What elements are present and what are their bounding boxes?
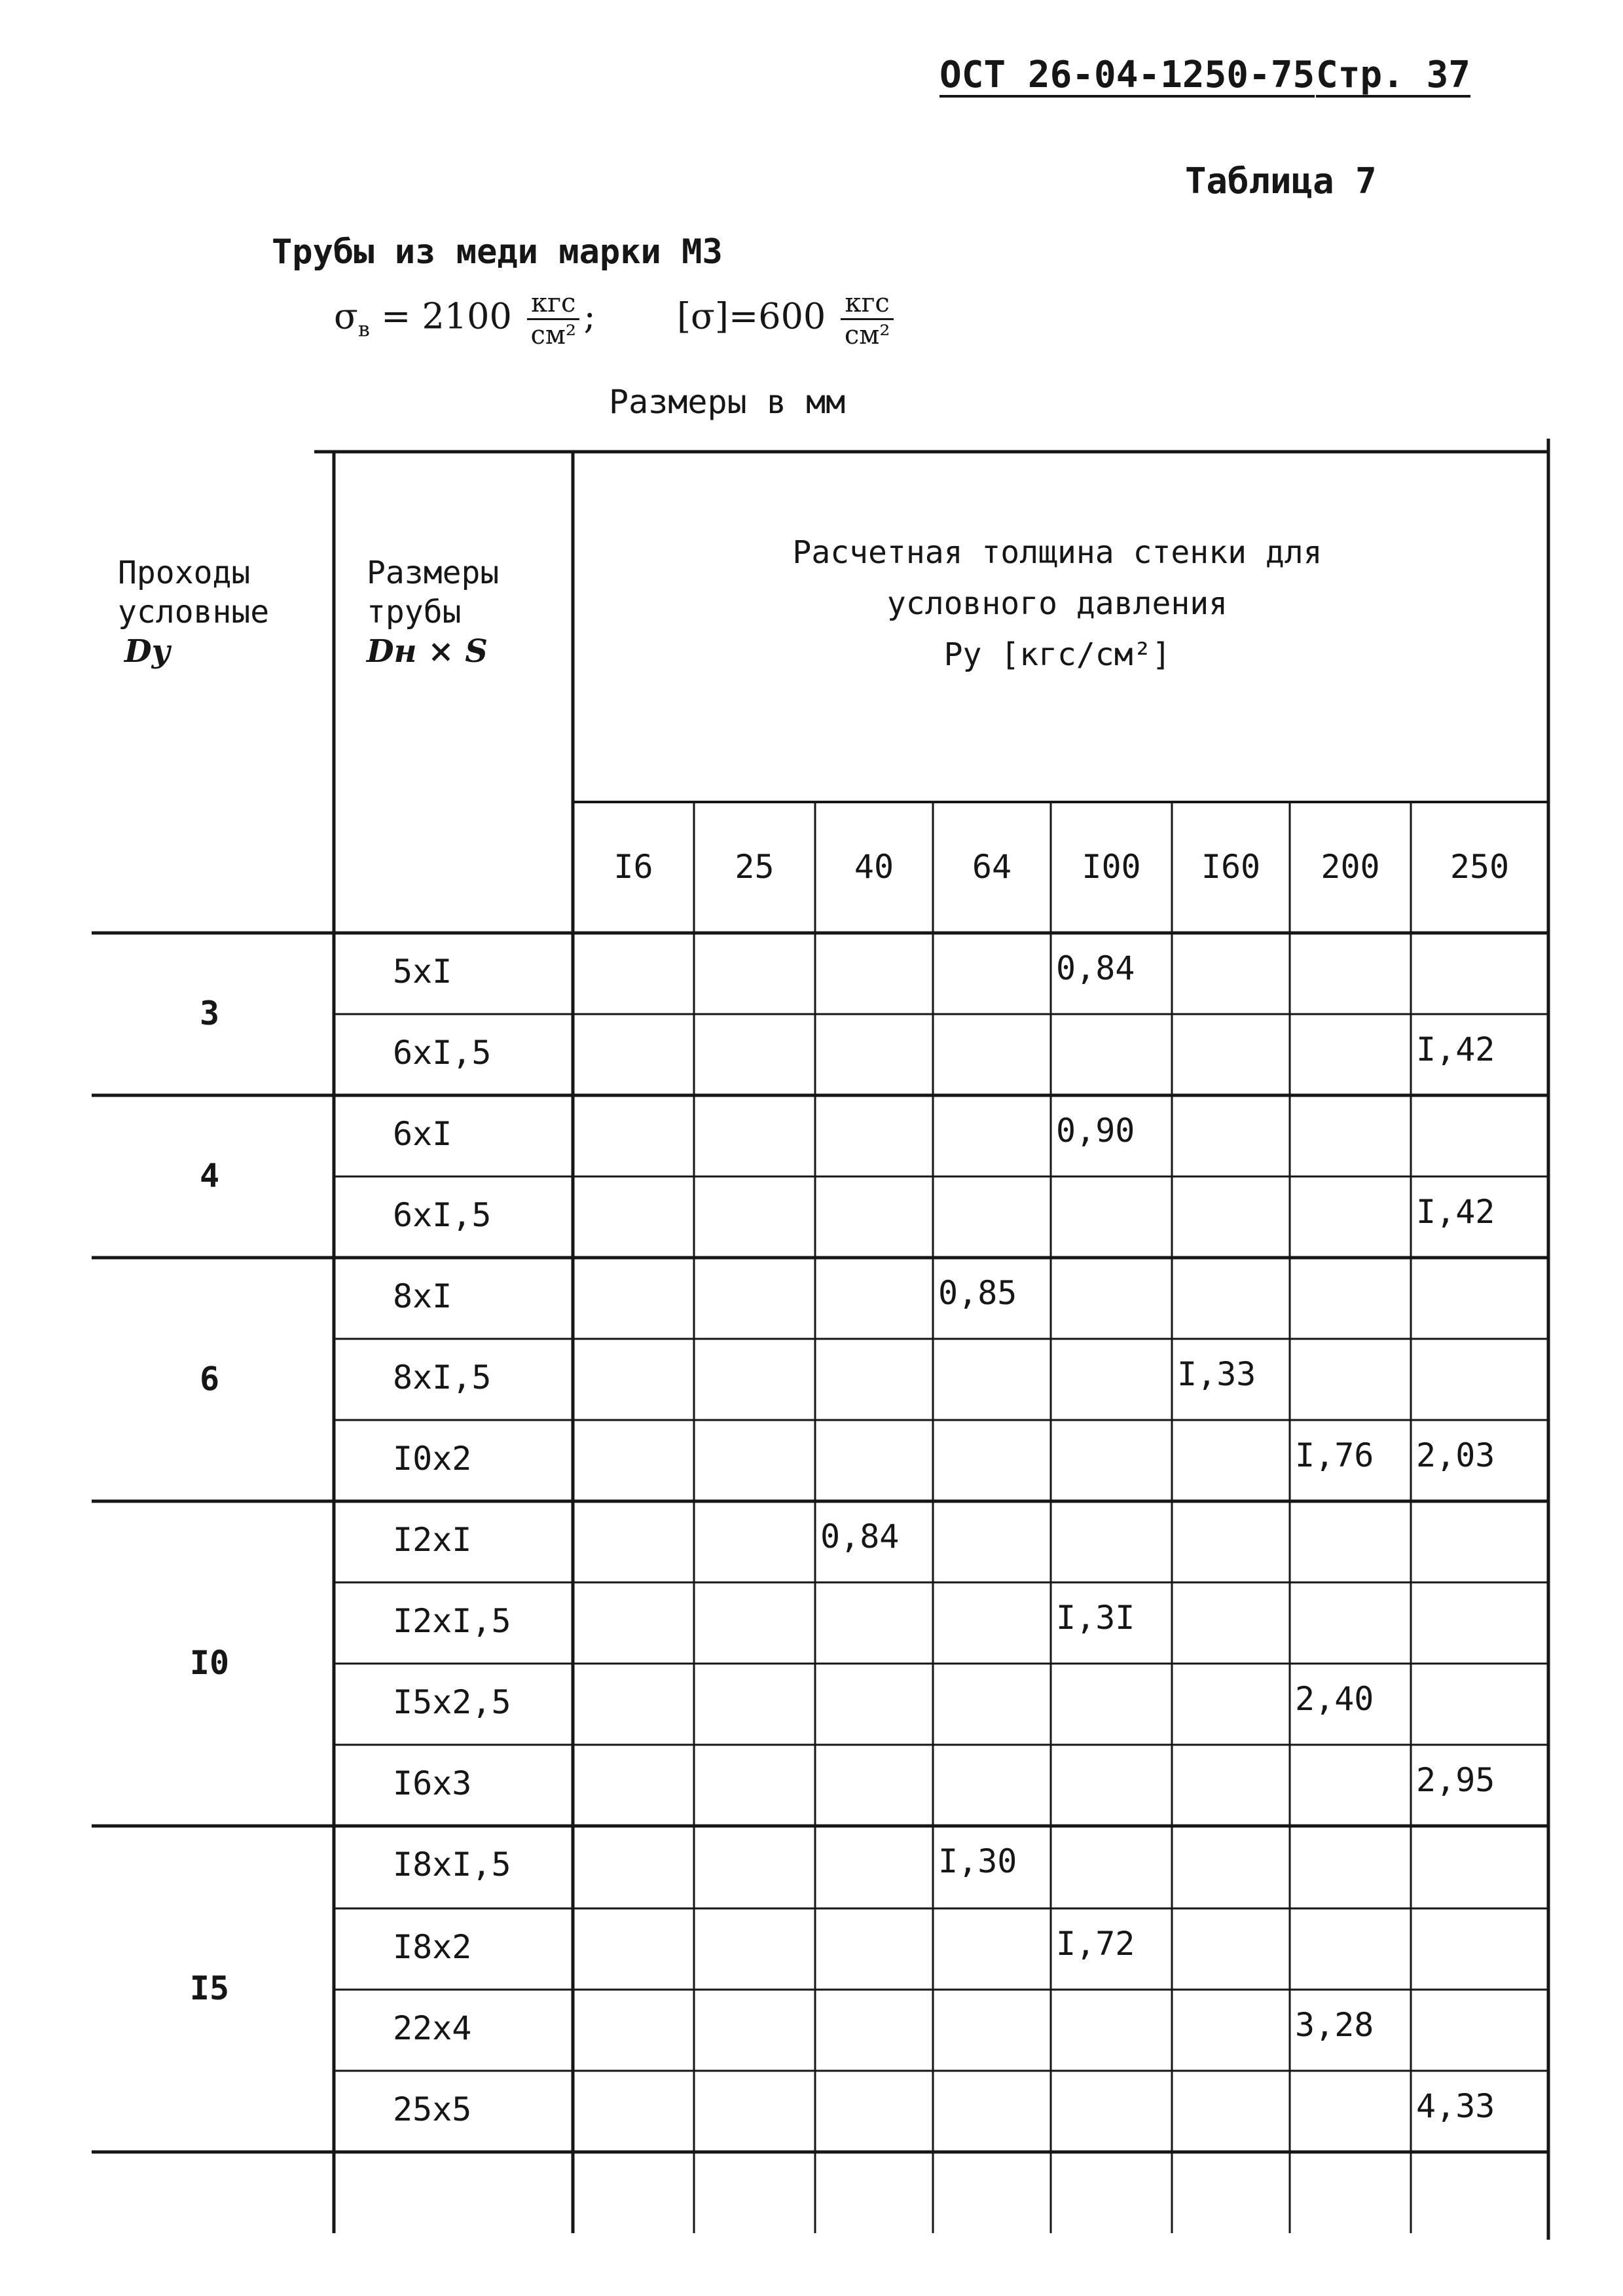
header-dy: [118, 553, 269, 671]
pressure-label: 64: [972, 848, 1012, 886]
unit-numerator: кгс: [527, 288, 579, 320]
wall-thickness-cell: I,42: [1416, 1193, 1495, 1231]
header-size-line2: трубы: [367, 594, 462, 630]
tube-size-cell: I8xI,5: [393, 1846, 511, 1884]
wall-thickness-cell: I,76: [1295, 1436, 1374, 1474]
tube-size-cell: 6xI: [393, 1115, 452, 1153]
tube-size-cell: I0x2: [393, 1440, 472, 1478]
wall-thickness-cell: I,30: [938, 1842, 1017, 1880]
pressure-label: I00: [1082, 848, 1141, 886]
wall-thickness-cell: 2,95: [1416, 1761, 1495, 1799]
nominal-diameter-cell: I0: [189, 1644, 230, 1682]
pressure-label: I6: [613, 848, 653, 886]
header-size-line1: Размеры: [367, 555, 500, 591]
header-group-line1: Расчетная толщина стенки для: [792, 534, 1322, 571]
tube-size-cell: 6xI,5: [393, 1196, 492, 1234]
unit-denominator: см²: [530, 320, 577, 350]
nominal-diameter-cell: 6: [199, 1360, 220, 1398]
tube-size-cell: 25x5: [393, 2090, 472, 2128]
tube-size-cell: I2xI,5: [393, 1602, 511, 1640]
nominal-diameter-cell: I5: [189, 1969, 230, 2007]
wall-thickness-cell: 2,40: [1295, 1680, 1374, 1718]
document-code: ОСТ 26-04-1250-75: [939, 54, 1315, 96]
tube-size-cell: 5xI: [393, 953, 452, 991]
pressure-label: 200: [1321, 848, 1380, 886]
sigma-subscript: в: [357, 316, 370, 342]
allowable-stress: [σ]=600: [676, 295, 826, 337]
tube-size-cell: I5x2,5: [393, 1683, 511, 1721]
header-dy-symbol: Dу: [124, 633, 171, 670]
wall-thickness-cell: 0,85: [938, 1274, 1017, 1312]
unit-numerator: кгс: [841, 288, 893, 320]
wall-thickness-cell: 4,33: [1416, 2087, 1495, 2125]
tube-size-cell: 6xI,5: [393, 1034, 492, 1072]
sigma-value: = 2100: [381, 295, 512, 337]
wall-thickness-cell: I,3I: [1056, 1599, 1135, 1637]
wall-thickness-cell: 3,28: [1295, 2006, 1374, 2044]
wall-thickness-cell: 0,84: [820, 1518, 900, 1556]
page-number: Стр. 37: [1316, 54, 1471, 96]
wall-thickness-cell: 2,03: [1416, 1436, 1495, 1474]
unit-denominator: см²: [844, 320, 890, 350]
header-dy-line2: условные: [118, 594, 270, 630]
table-title: Трубы из меди марки М3: [272, 232, 723, 272]
tube-size-cell: I2xI: [393, 1521, 472, 1559]
tube-size-cell: 8xI: [393, 1277, 452, 1315]
tube-size-cell: 22x4: [393, 2009, 472, 2047]
nominal-diameter-cell: 4: [199, 1157, 220, 1195]
tube-size-cell: I8x2: [393, 1928, 472, 1966]
wall-thickness-cell: I,42: [1416, 1030, 1495, 1068]
nominal-diameter-cell: 3: [199, 994, 220, 1032]
pressure-label: 40: [854, 848, 894, 886]
wall-thickness-cell: I,33: [1177, 1355, 1256, 1393]
tube-size-cell: 8xI,5: [393, 1358, 492, 1396]
tube-size-cell: I6x3: [393, 1764, 472, 1802]
header-size: [367, 553, 499, 671]
header-dy-line1: Проходы: [118, 555, 251, 591]
header-size-symbol: Dн × S: [367, 633, 488, 670]
formula-line: $\sigma_в = 2100$ $\frac{\text{кгс}}{\text{см²}}$ ; [σ]=600 $\frac{\text{кгс}}{\text{см²}}$: [334, 288, 898, 350]
header-pressure-group: [576, 527, 1539, 680]
header-group-line3: Ру [кгс/см²]: [943, 636, 1171, 673]
pressure-label: 25: [735, 848, 775, 886]
wall-thickness-cell: 0,84: [1056, 949, 1135, 987]
header-group-line2: условного давления: [886, 585, 1228, 622]
wall-thickness-cell: 0,90: [1056, 1112, 1135, 1150]
sigma-symbol: σ: [334, 295, 358, 337]
units-note: Размеры в мм: [609, 383, 846, 421]
table-number: Таблица 7: [1185, 160, 1377, 202]
wall-thickness-cell: I,72: [1056, 1925, 1135, 1963]
pressure-label: 250: [1450, 848, 1510, 886]
pressure-label: I60: [1201, 848, 1261, 886]
